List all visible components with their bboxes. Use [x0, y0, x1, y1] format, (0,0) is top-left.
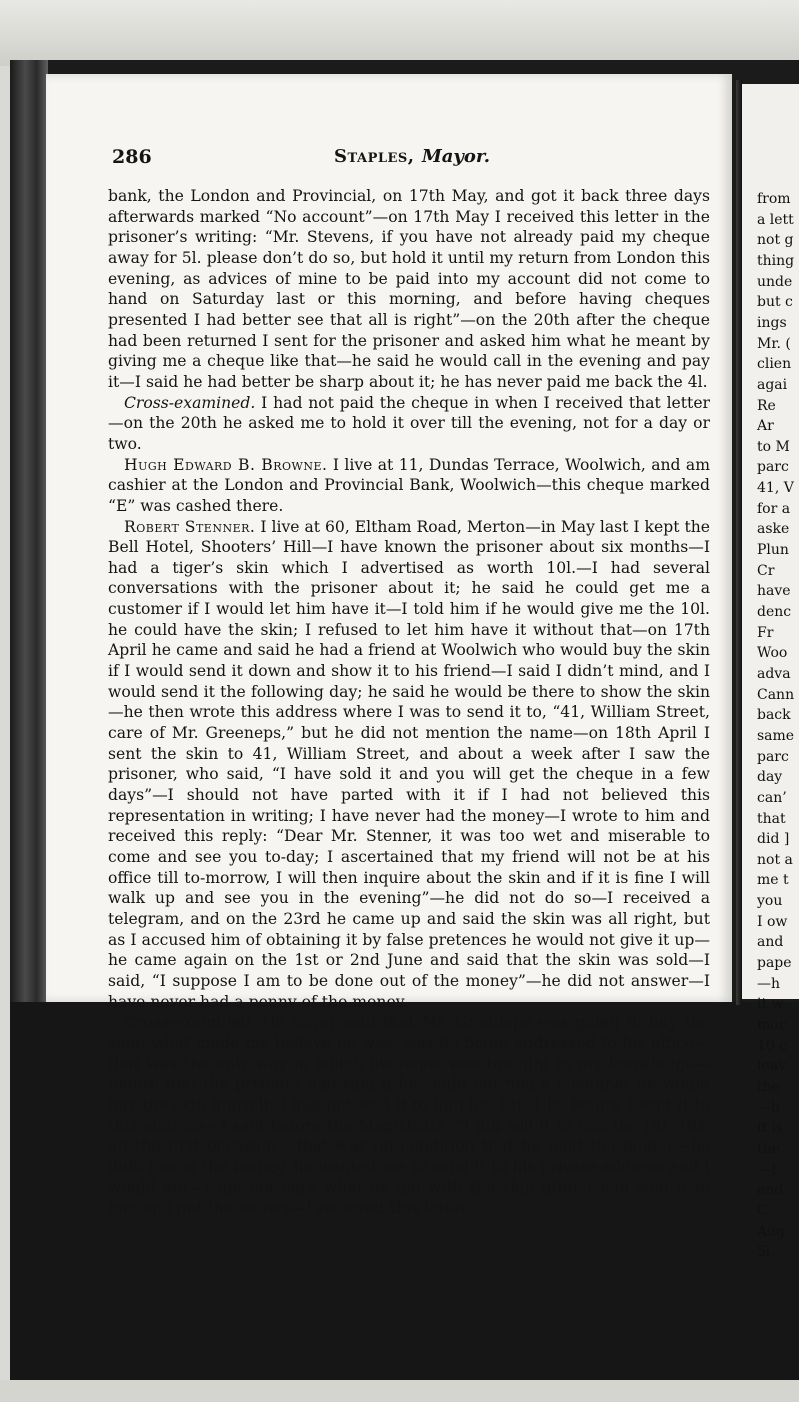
facing-page-fragment: it w	[757, 996, 784, 1013]
facing-page-fragment: thing	[757, 252, 795, 269]
facing-page-fragment: from	[757, 191, 791, 207]
facing-page-fragment: Mr. (	[757, 335, 791, 352]
facing-page-fragment: for a	[757, 500, 791, 517]
facing-page-fragment: —h	[757, 1099, 781, 1116]
facing-page-fragment: can’	[757, 789, 787, 806]
facing-page-fragment: parc	[757, 748, 789, 765]
facing-page-fragment: and	[757, 934, 784, 951]
facing-page-fragment: Cann	[757, 686, 795, 703]
paragraph-cross-examined-2	[108, 1012, 710, 1219]
cross-examined-label: Cross-examined.	[124, 1013, 256, 1032]
paragraph-witness-stenner	[108, 517, 710, 1013]
facing-page-fragment: to M	[757, 438, 790, 455]
paragraph-witness-browne	[108, 455, 710, 517]
paragraph-text: I live at 60, Eltham Road, Merton—in May last I kept the Bell Hotel, Shooters’ Hill—I have known the prisoner about six months—I had a tiger’s skin which I advertised as worth 10l.—I had several conversations with the prisoner about it; he said he could get me a customer if I would let him have it—I told him if he would give me the 10l. he could have the skin; I refused to let him have it without that—on 17th April he came and said he had a friend at Woolwich who would buy the skin if I would send it down and show it to his friend—I said I didn’t mind, and I would send it the following day; he said he would be there to show the skin—he then wrote this address where I was to send it to, “41, William Street, care of Mr. Greeneps,” but he did not mention the name—on 18th April I sent the skin to 41, William Street, and about a week after I saw the prisoner, who said, “I have sold it and you will get the cheque in a few days”—I should not have parted with it if I had not believed this representation in writing; I have never had the money—I wrote to him and received this reply: “Dear Mr. Stenner, it was too wet and miserable to come and see you to-day; I ascertained that my friend will not be at his office till to-morrow, I will then inquire about the skin and if it is fine I will walk up and see you in the evening”—he did not do so—I received a telegram, and on the 23rd he came up and said the skin was all right, but as I accused him of obtaining it by false pretences he would not give it up—he came again on the 1st or 2nd June and said that the skin was sold—I said, “I suppose I am to be done out of the money”—he did not answer—I have never had a penny of the money.	[108, 517, 710, 1011]
facing-page-fragment: the	[757, 1078, 780, 1095]
facing-page-fragment: agai	[757, 376, 788, 393]
facing-page-fragment: not g	[757, 232, 794, 249]
facing-page-fragment: I ow	[757, 913, 788, 930]
facing-page-fragment: —I	[757, 1161, 777, 1178]
facing-page-fragment: but c	[757, 294, 793, 311]
body-text	[108, 186, 710, 1219]
facing-page-fragment: you	[757, 893, 783, 910]
page-header	[112, 146, 712, 176]
paragraph-text: I live at 11, Dundas Terrace, Woolwich, and am cashier at the London and Provincial Bank, Woolwich—this cheque marked “E” was cashed there.	[108, 455, 710, 515]
facing-page-fragment: Woo	[757, 645, 788, 662]
facing-page-fragment: ings	[757, 314, 787, 331]
facing-page-fragment: 41, V	[757, 480, 794, 497]
page-number: 286	[112, 146, 152, 168]
facing-page-fragment: have	[757, 583, 791, 600]
facing-page-fragment: Cr	[757, 562, 775, 579]
facing-page-fragment: Plun	[757, 542, 789, 559]
facing-page-fragment: day	[757, 769, 783, 786]
facing-page-fragment: clien	[757, 356, 792, 373]
facing-page-fragment: adva	[757, 665, 791, 682]
facing-page-fragment: not a	[757, 851, 793, 868]
facing-page-fragment: a lett	[757, 211, 794, 228]
running-head	[112, 146, 712, 167]
scan-top-margin	[0, 0, 799, 66]
facing-page-fragment: me t	[757, 872, 789, 889]
facing-page-fragment: mor	[757, 1017, 786, 1033]
facing-page-fragment: did ]	[757, 831, 790, 848]
facing-page-fragment: Aug	[757, 1223, 786, 1240]
cross-examined-label: Cross-examined.	[124, 393, 256, 412]
paragraph-text: I had not paid the cheque in when I received that letter—on the 20th he asked me to hold it over till the evening, not for a day or two.	[108, 393, 710, 453]
facing-page-fragment: Re	[757, 397, 776, 414]
facing-page-fragment: pape	[757, 955, 792, 972]
facing-page-fragment: it is	[757, 1120, 784, 1137]
running-head-title: Mayor.	[421, 146, 490, 167]
witness-name: Hugh Edward B. Browne.	[124, 455, 328, 474]
facing-page-fragment: Fr	[757, 624, 774, 641]
paragraph-text: He never said that Mr. Greeneps was going to buy the skin; what made me believe he was, was its being addressed to his office—that was the only way in which his name was brought to my knowledge—before that the prisoner had said if he could not find a customer he would buy the skin himself; I had not sold it to him for 10l. 10s. before I sent it to this address—I said before the Magistrate, “I did sell it to him for 10l. 10s. on the first occasion,” that was on condition that he paid the money—he didn’t send the money, he wanted me to send it to his private address and I would not—I did not care what he did with the skin after I had sold it to him and got the money—I received this letter	[108, 1013, 710, 1218]
paragraph-continuation: bank, the London and Provincial, on 17th May, and got it back three days afterwards marked “No account”—on 17th May I received this letter in the prisoner’s writing: “Mr. Stevens, if you have not already paid my cheque away for 5l. please don’t do so, but hold it until my return from London this evening, as advices of mine to be paid into my account did not come to hand on Saturday last or this morning, and before having cheques presented I had better see that all is right”—on the 20th after the cheque had been returned I sent for the prisoner and asked him what he meant by giving me a cheque like that—he said he would call in the evening and pay it—I said he had better be sharp about it; he has never paid me back the 4l.	[108, 187, 710, 391]
book-spine-edge	[10, 60, 48, 1020]
facing-page-edge	[742, 84, 799, 1261]
facing-page-fragment: leav	[757, 1058, 787, 1075]
facing-page-fragment: aske	[757, 521, 790, 538]
paragraph-cross-examined-1	[108, 393, 710, 455]
facing-page-fragment: 5l.,	[757, 1244, 780, 1261]
facing-page-fragment: the	[757, 1140, 780, 1157]
witness-name: Robert Stenner.	[124, 517, 256, 536]
running-head-name: Staples,	[334, 146, 415, 167]
facing-page-fragment: back	[757, 707, 791, 724]
facing-page-fragment: same	[757, 727, 795, 744]
facing-page-fragment: Ar	[757, 418, 774, 435]
facing-page-fragment: 10 c	[757, 1037, 788, 1054]
facing-page-fragment: C	[757, 1202, 768, 1219]
facing-page-fragment: parc	[757, 459, 789, 476]
scan-bottom-margin	[0, 1380, 799, 1402]
facing-page-fragment: denc	[757, 604, 792, 620]
facing-page-fragment: —h	[757, 975, 781, 992]
facing-page-fragment: unde	[757, 273, 793, 290]
facing-page-fragment: end	[757, 1182, 784, 1199]
facing-page-fragment: that	[757, 810, 786, 827]
